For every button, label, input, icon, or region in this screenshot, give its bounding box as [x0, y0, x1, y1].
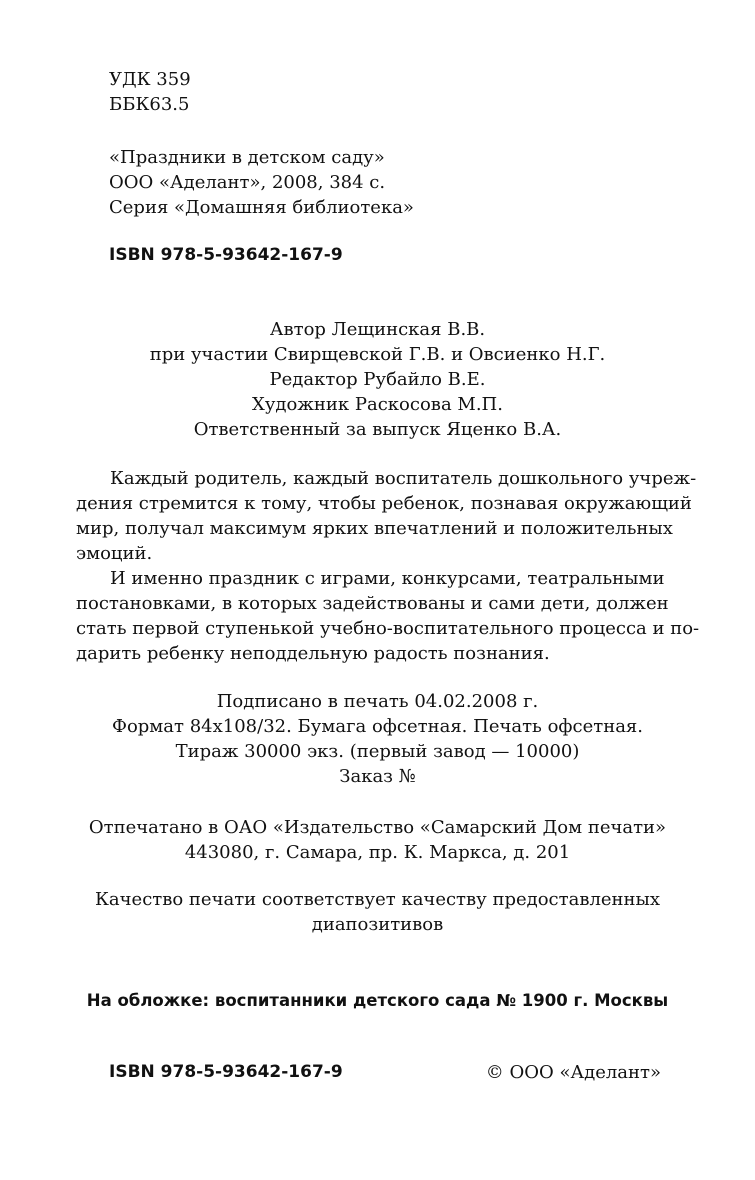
printer-line: Отпечатано в ОАО «Издательство «Самарский Дом печати»: [88, 817, 667, 838]
credit-line: Редактор Рубайло В.Е.: [269, 369, 486, 390]
annotation-line: стать первой ступенькой учебно-воспитательного процесса и по-: [76, 618, 700, 639]
cover-note: На обложке: воспитанники детского сада № 1900 г. Москвы: [86, 991, 669, 1010]
annotation-line: Каждый родитель, каждый воспитатель дошкольного учреж-: [110, 468, 697, 489]
isbn-bottom: ISBN 978-5-93642-167-9: [109, 1062, 343, 1082]
print-info-line: Формат 84x108/32. Бумага офсетная. Печать офсетная.: [112, 716, 643, 737]
annotation-line: дения стремится к тому, чтобы ребенок, познавая окружающий: [76, 493, 692, 514]
annotation-line: дарить ребенку неподдельную радость познания.: [76, 643, 550, 664]
credit-line: Ответственный за выпуск Яценко В.А.: [193, 419, 562, 440]
print-info-line: Подписано в печать 04.02.2008 г.: [216, 691, 539, 712]
order-number-line: Заказ №: [339, 766, 416, 787]
bbk-code: ББК63.5: [109, 94, 190, 115]
quality-note: диапозитивов: [311, 914, 444, 935]
quality-note: Качество печати соответствует качеству предоставленных: [94, 889, 661, 910]
printer-address: 443080, г. Самара, пр. К. Маркса, д. 201: [184, 842, 571, 863]
publisher-line: ООО «Аделант», 2008, 384 с.: [109, 172, 386, 193]
book-title: «Праздники в детском саду»: [109, 147, 385, 168]
isbn-top: ISBN 978-5-93642-167-9: [109, 245, 343, 265]
series-line: Серия «Домашняя библиотека»: [109, 197, 414, 218]
annotation-line: эмоций.: [76, 543, 153, 564]
annotation-line: мир, получал максимум ярких впечатлений и положительных: [76, 518, 673, 539]
credit-line: Автор Лещинская В.В.: [269, 319, 486, 340]
print-info-line: Тираж 30000 экз. (первый завод — 10000): [175, 741, 580, 762]
annotation-line: постановками, в которых задействованы и сами дети, должен: [76, 593, 669, 614]
udk-code: УДК 359: [109, 69, 191, 90]
annotation-line: И именно праздник с играми, конкурсами, театральными: [110, 568, 665, 589]
credit-line: при участии Свирщевской Г.В. и Овсиенко Н.Г.: [149, 344, 606, 365]
credit-line: Художник Раскосова М.П.: [252, 394, 503, 415]
copyright-line: © ООО «Аделант»: [485, 1062, 661, 1083]
